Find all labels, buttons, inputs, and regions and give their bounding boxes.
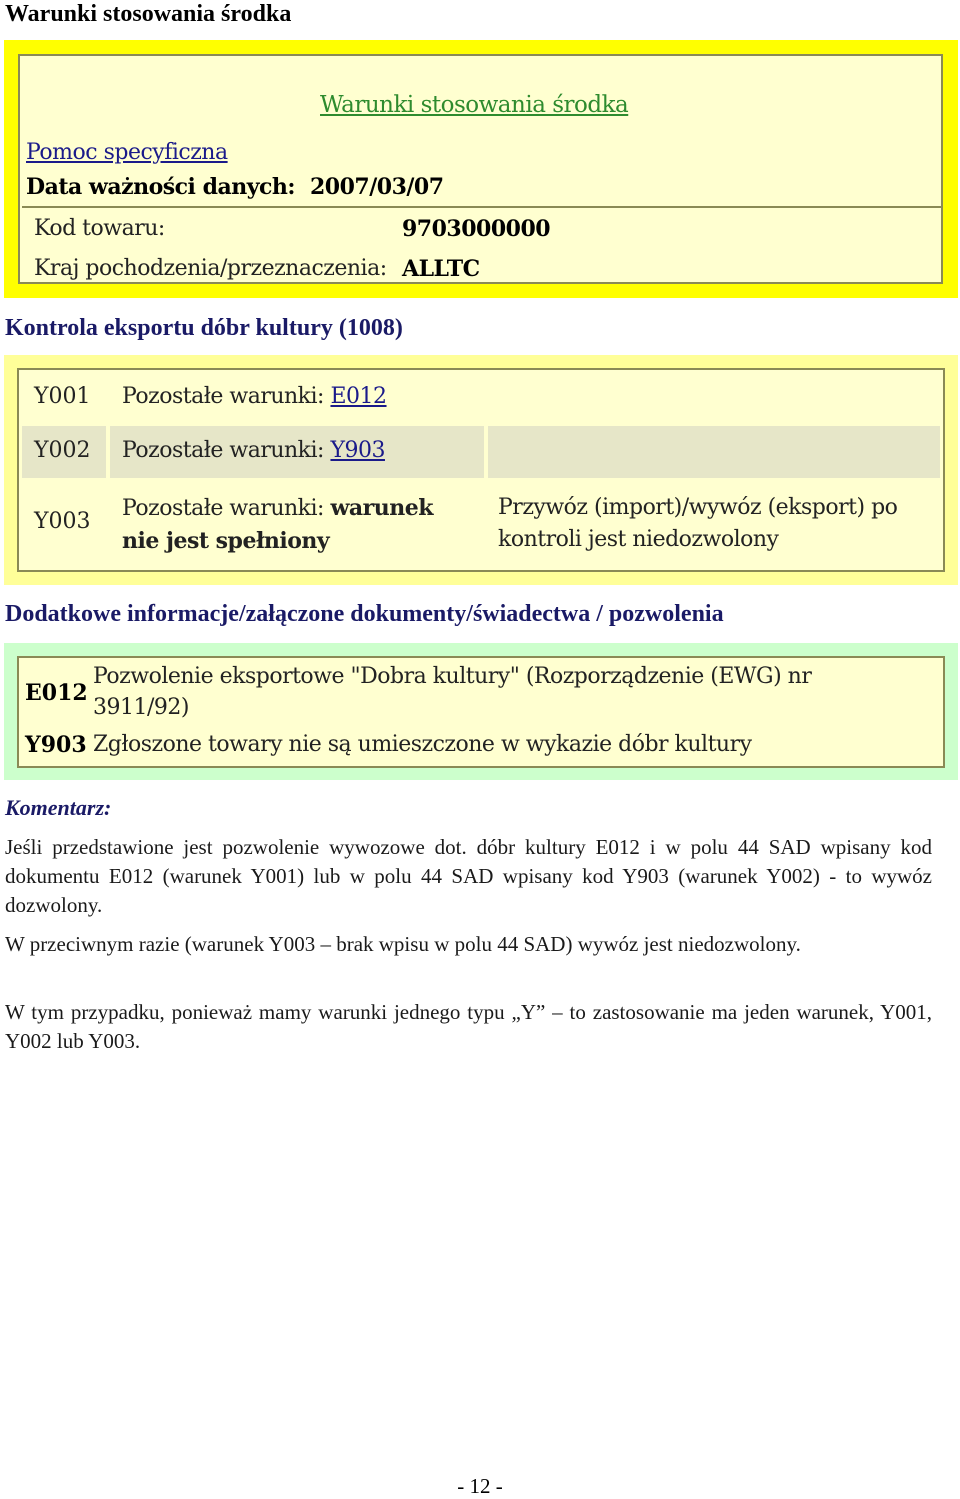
condition-status-b: nie jest spełniony — [122, 528, 330, 554]
condition-action-line1: Przywóz (import)/wywóz (eksport) po — [498, 495, 898, 520]
document-code: Y903 — [25, 732, 87, 758]
condition-row — [22, 480, 940, 570]
data-validity-value: 2007/03/07 — [310, 174, 444, 200]
condition-status-a: warunek — [330, 495, 433, 521]
measure-conditions-inner — [18, 54, 943, 284]
condition-link-e012[interactable]: E012 — [330, 384, 387, 409]
condition-action-line2: kontroli jest niedozwolony — [498, 527, 779, 552]
condition-link-y903[interactable]: Y903 — [330, 438, 385, 463]
document-text: Pozwolenie eksportowe "Dobra kultury" (Rozporządzenie (EWG) nr 3911/92) — [93, 664, 812, 720]
condition-text — [122, 381, 387, 413]
comment-paragraph: W tym przypadku, ponieważ mamy warunki jednego typu „Y” – to zastosowanie ma jeden warunek, Y001, Y002 lub Y003. — [5, 1000, 932, 1053]
document-text: Zgłoszone towary nie są umieszczone w wykazie dóbr kultury — [93, 732, 752, 757]
panel-title[interactable]: Warunki stosowania środka — [320, 92, 629, 118]
conditions-inner — [17, 368, 945, 572]
specific-help-link[interactable]: Pomoc specyficzna — [26, 140, 228, 165]
comment-paragraph: W przeciwnym razie (warunek Y003 – brak wpisu w polu 44 SAD) wywóz jest niedozwolony. — [5, 932, 801, 956]
country-value: ALLTC — [402, 256, 480, 282]
conditions-panel — [4, 355, 958, 585]
documents-inner — [17, 656, 945, 768]
section-documents-heading: Dodatkowe informacje/załączone dokumenty/świadectwa / pozwolenia — [5, 601, 724, 627]
condition-text — [122, 435, 385, 467]
measure-conditions-panel — [4, 40, 958, 298]
documents-panel — [4, 643, 958, 780]
condition-code: Y003 — [34, 509, 91, 534]
condition-text — [122, 492, 433, 558]
condition-label: Pozostałe warunki: — [122, 384, 331, 409]
condition-label: Pozostałe warunki: — [122, 496, 331, 521]
column-separator — [484, 426, 488, 478]
condition-code: Y001 — [34, 384, 91, 409]
condition-code: Y002 — [34, 438, 91, 463]
condition-action — [498, 492, 897, 556]
section-cultural-goods-heading: Kontrola eksportu dóbr kultury (1008) — [5, 315, 403, 341]
document-code: E012 — [25, 680, 88, 706]
page-number: - 12 - — [457, 1474, 503, 1498]
page-heading: Warunki stosowania środka — [5, 1, 292, 27]
data-validity-label: Data ważności danych: — [26, 174, 295, 200]
commodity-code-value: 9703000000 — [402, 216, 551, 242]
condition-row — [22, 370, 940, 424]
divider — [22, 206, 943, 208]
condition-row — [22, 426, 940, 478]
column-separator — [106, 426, 110, 478]
commodity-code-label: Kod towaru: — [34, 216, 165, 241]
comment-label: Komentarz: — [5, 795, 112, 820]
comment-paragraph: Jeśli przedstawione jest pozwolenie wywozowe dot. dóbr kultury E012 i w polu 44 SAD wpisany kod dokumentu E012 (warunek Y001) lub w polu 44 SAD wpisany kod Y903 (warunek Y002) - to wywóz dozwolony. — [5, 835, 932, 917]
condition-label: Pozostałe warunki: — [122, 438, 331, 463]
country-label: Kraj pochodzenia/przeznaczenia: — [34, 256, 387, 281]
